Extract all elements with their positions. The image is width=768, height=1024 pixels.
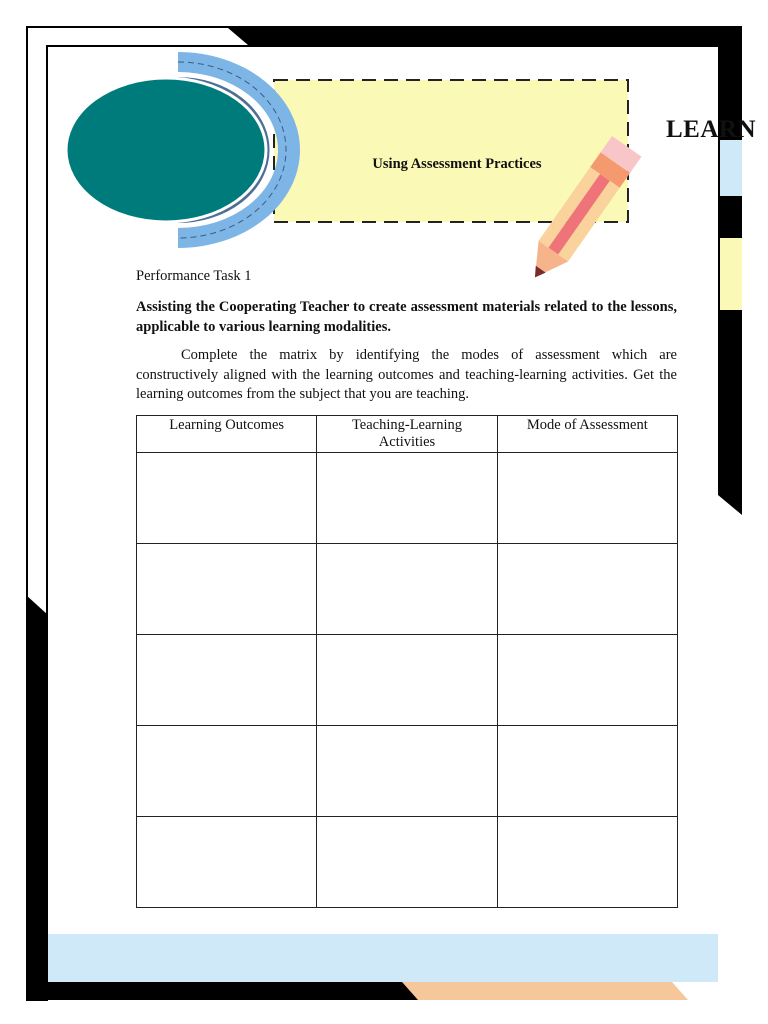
table-row — [137, 635, 678, 726]
table-cell[interactable] — [497, 817, 677, 908]
task-label: Performance Task 1 — [136, 268, 252, 284]
left-black-strip — [26, 595, 48, 1001]
header-teaching-learning-activities: Teaching-Learning Activities — [317, 416, 497, 453]
table-cell[interactable] — [137, 726, 317, 817]
side-label-learn: LEARN — [666, 116, 757, 143]
task-instructions: Complete the matrix by identifying the modes of assessment which are constructively aligned with the learning outcomes and teaching-learning activities. Get the learning outcomes from the subject that you are teaching. — [136, 347, 677, 402]
table-row — [137, 817, 678, 908]
table-cell[interactable] — [137, 453, 317, 544]
table-cell[interactable] — [497, 726, 677, 817]
inner-top-line — [46, 45, 718, 47]
table-row — [137, 726, 678, 817]
assessment-matrix — [136, 415, 678, 908]
table-cell[interactable] — [317, 453, 497, 544]
header-learning-outcomes: Learning Outcomes — [137, 416, 317, 453]
table-cell[interactable] — [317, 544, 497, 635]
table-cell[interactable] — [497, 635, 677, 726]
matrix-header-row — [137, 416, 678, 453]
table-cell[interactable] — [137, 635, 317, 726]
table-cell[interactable] — [317, 635, 497, 726]
table-cell[interactable] — [317, 726, 497, 817]
banner-title: Using Assessment Practices — [372, 156, 542, 172]
bottom-peach-strip — [402, 982, 688, 1000]
table-cell[interactable] — [497, 453, 677, 544]
top-line — [26, 26, 742, 28]
table-cell[interactable] — [137, 817, 317, 908]
inner-left-line — [46, 45, 48, 615]
table-cell[interactable] — [137, 544, 317, 635]
bottom-blue-band — [48, 934, 718, 982]
bottom-black-strip — [26, 982, 418, 1000]
table-cell[interactable] — [497, 544, 677, 635]
top-black-corner — [228, 28, 742, 45]
table-row — [137, 453, 678, 544]
banner-teal-ellipse — [66, 78, 266, 222]
right-yellow-tab — [720, 238, 742, 310]
table-row — [137, 544, 678, 635]
right-lightblue-tab — [720, 140, 742, 196]
task-heading: Assisting the Cooperating Teacher to create assessment materials related to the lessons, applicable to various learning modalities. — [136, 299, 677, 335]
table-cell[interactable] — [317, 817, 497, 908]
header-mode-of-assessment: Mode of Assessment — [497, 416, 677, 453]
